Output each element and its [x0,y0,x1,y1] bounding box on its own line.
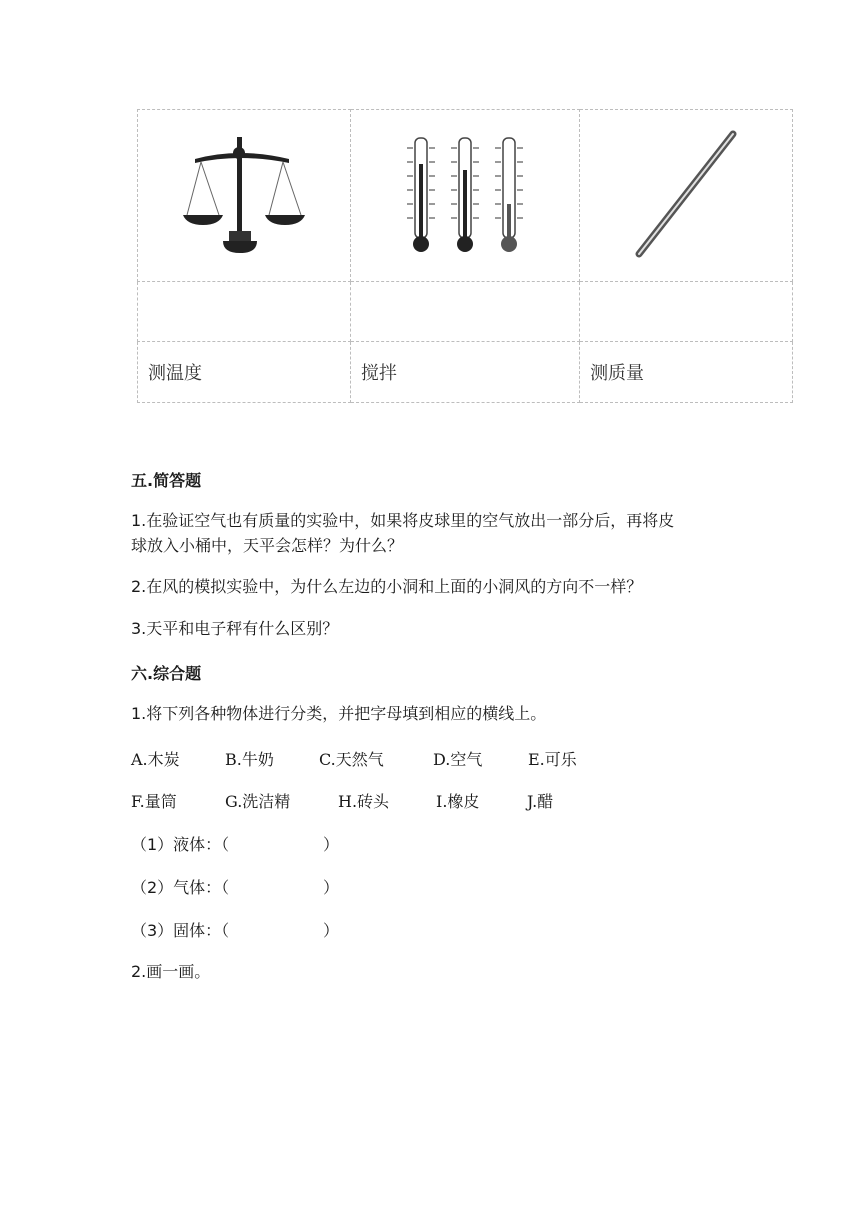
table-cell-blank [350,282,579,342]
section-6-title: 六.综合题 [131,664,202,683]
table-cell-rod [580,110,793,282]
option-f: F.量筒 [131,792,177,811]
table-cell-blank [580,282,793,342]
balance-scale-icon [179,129,309,259]
table-label-1: 测温度 [138,342,351,403]
table-label-2: 搅拌 [350,342,579,403]
sub-solid-label: （3）固体：（ [131,921,230,940]
thermometers-icon [395,124,535,264]
option-h: H.砖头 [338,792,390,811]
option-a: A.木炭 [131,750,180,769]
option-c: C.天然气 [319,750,384,769]
s6-q1: 1.将下列各种物体进行分类，并把字母填到相应的横线上。 [131,704,547,723]
s5-q1-line1: 1.在验证空气也有质量的实验中，如果将皮球里的空气放出一部分后，再将皮 [131,511,675,530]
sub-liquid [131,832,340,855]
sub-liquid-label: （1）液体：（ [131,835,230,854]
s5-q2: 2.在风的模拟实验中，为什么左边的小洞和上面的小洞风的方向不一样？ [131,577,643,596]
option-g: G.洗洁精 [225,792,291,811]
section-5-title: 五.简答题 [131,471,202,490]
sub-liquid-close: ） [323,835,340,854]
option-b: B.牛奶 [225,750,274,769]
option-e: E.可乐 [528,750,577,769]
table-cell-blank [138,282,351,342]
sub-gas-close: ） [323,878,340,897]
s6-q2: 2.画一画。 [131,962,211,981]
stirring-rod-icon [621,124,751,264]
s5-q3: 3.天平和电子秤有什么区别？ [131,619,339,638]
matching-table [137,109,793,403]
table-cell-thermometers [350,110,579,282]
sub-solid-close: ） [323,921,340,940]
sub-gas-label: （2）气体：（ [131,878,230,897]
sub-gas [131,875,340,898]
table-cell-balance [138,110,351,282]
sub-solid [131,918,340,941]
table-label-3: 测质量 [580,342,793,403]
option-i: I.橡皮 [436,792,480,811]
s5-q1-line2: 球放入小桶中，天平会怎样？为什么？ [131,536,404,555]
option-d: D.空气 [433,750,483,769]
option-j: J.醋 [527,792,554,811]
